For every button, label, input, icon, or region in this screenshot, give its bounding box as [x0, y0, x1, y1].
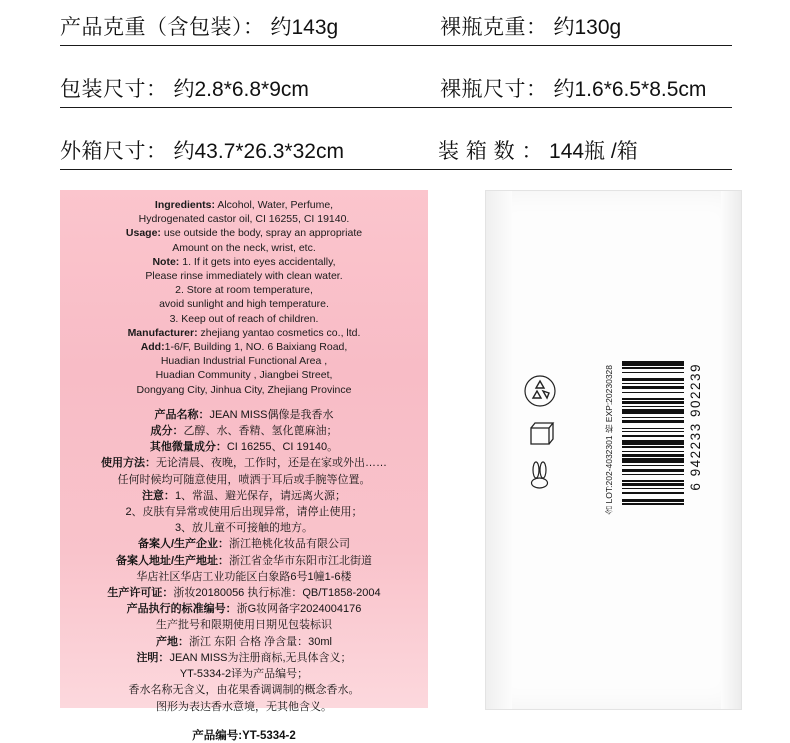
spec-cell-carton-size	[60, 135, 438, 165]
label-english-line: Dongyang City, Jinhua City, Zhejiang Province	[136, 383, 352, 396]
spec-cell-bottle-size	[440, 73, 732, 103]
label-chinese-line: 产品执行的标准编号：浙G妆网备字2024004176	[126, 603, 362, 616]
label-english-text	[60, 198, 428, 397]
label-chinese-line: 华店社区华店工业功能区白象路6号1幢1-6楼	[136, 570, 352, 583]
label-chinese-line: 产地：浙江 东阳 合格 净含量：30ml	[155, 635, 332, 648]
package-box-photo	[485, 190, 742, 710]
label-chinese-line: YT-5334-2译为产品编号；	[179, 668, 309, 681]
label-chinese-line: 注意：1、常温、避光保存，请远离火源；	[141, 489, 347, 502]
label-chinese-line: 产品名称：JEAN MISS偶像是我香水	[154, 408, 334, 421]
spec-table	[60, 8, 732, 194]
label-chinese-line: 2、皮肤有异常或使用后出现异常，请停止使用；	[125, 506, 363, 519]
label-english-line: Hydrogenated castor oil, CI 16255, CI 19140.	[138, 213, 350, 226]
label-chinese-line: 备案人地址/生产地址：浙江省金华市东阳市江北街道	[115, 554, 373, 567]
spec-cell-gross-weight	[60, 11, 440, 41]
label-english-line: Huadian Industrial Functional Area ,	[160, 355, 328, 368]
spec-value: 144瓶 /箱	[549, 140, 638, 163]
label-chinese-line: 生产批号和限期使用日期见包装标识	[156, 619, 332, 632]
leaping-bunny-icon	[523, 458, 557, 492]
spec-label: 包装尺寸：	[60, 78, 168, 101]
symbol-group	[514, 374, 566, 500]
spec-label: 装 箱 数 ：	[438, 140, 544, 163]
spec-label: 裸瓶克重：	[440, 16, 548, 39]
label-chinese-line: 注明：JEAN MISS为注册商标,无具体含义；	[136, 651, 352, 664]
label-chinese-line: 3、放儿童不可接触的地方。	[174, 522, 314, 535]
spec-value: 约130g	[553, 16, 622, 39]
recycle-icon	[523, 374, 557, 408]
label-english-line: Add:1-6/F, Building 1, NO. 6 Baixiang Road,	[140, 341, 348, 354]
spec-value: 约2.8*6.8*9cm	[173, 78, 309, 101]
spec-row	[60, 8, 732, 46]
label-english-line: 2. Store at room temperature,	[175, 284, 313, 297]
box-right-shading	[721, 191, 741, 709]
spec-value: 约43.7*26.3*32cm	[173, 140, 344, 163]
label-english-line: avoid sunlight and high temperature.	[159, 298, 329, 311]
spec-label: 外箱尺寸：	[60, 140, 168, 163]
label-english-line: Manufacturer: zhejiang yantao cosmetics co., ltd.	[127, 326, 361, 339]
label-english-line: Ingredients: Alcohol, Water, Perfume,	[154, 199, 334, 211]
barcode-number: 6 942233 902239	[688, 363, 703, 491]
barcode-bars	[622, 361, 684, 509]
label-english-line: Amount on the neck, wrist, etc.	[172, 241, 316, 254]
spec-cell-carton-quantity	[438, 135, 732, 165]
barcode-area	[604, 361, 724, 531]
label-chinese-text	[60, 407, 428, 715]
spec-label: 产品克重（含包装）：	[60, 16, 265, 39]
spec-value: 约1.6*6.5*8.5cm	[553, 78, 707, 101]
box-left-shading	[486, 191, 512, 709]
label-chinese-line: 成分：乙醇、水、香精、氢化蓖麻油；	[150, 425, 338, 438]
label-english-line: Please rinse immediately with clean water.	[145, 270, 343, 283]
label-chinese-line: 香水名称无含义，由花果香调调制的概念香水。	[128, 684, 360, 697]
spec-cell-bottle-weight	[440, 11, 732, 41]
label-english-line: Usage: use outside the body, spray an appropriate	[125, 227, 363, 240]
label-chinese-line: 任何时候均可随意使用，喷洒于耳后或手腕等位置。	[117, 473, 371, 486]
label-product-code: 产品编号:YT-5334-2	[192, 729, 296, 742]
label-chinese-line: 使用方法：无论清晨、夜晚，工作时，还是在家或外出……	[101, 457, 387, 470]
label-chinese-line: 备案人/生产企业：浙江艳桃化妆品有限公司	[137, 538, 351, 551]
spec-row	[60, 132, 732, 170]
label-english-line: Note: 1. If it gets into eyes accidentally,	[152, 255, 336, 268]
period-after-opening-icon	[523, 416, 557, 450]
lot-expiry-text: 含 LOT:202-4032301 格 EXP:20230328	[604, 365, 614, 515]
label-english-line: 3. Keep out of reach of children.	[169, 312, 319, 325]
label-chinese-line: 生产许可证：浙妆20180056 执行标准：QB/T1858-2004	[107, 587, 381, 600]
spec-label: 裸瓶尺寸：	[440, 78, 548, 101]
spec-cell-package-size	[60, 73, 440, 103]
spec-value: 约143g	[270, 16, 339, 39]
label-chinese-line: 图形为表达香水意境，无其他含义。	[156, 700, 332, 713]
product-label-panel	[60, 190, 428, 742]
label-chinese-line: 其他微量成分：CI 16255、CI 19140。	[149, 441, 339, 454]
spec-row	[60, 70, 732, 108]
label-english-line: Huadian Community , Jiangbei Street,	[155, 369, 333, 382]
